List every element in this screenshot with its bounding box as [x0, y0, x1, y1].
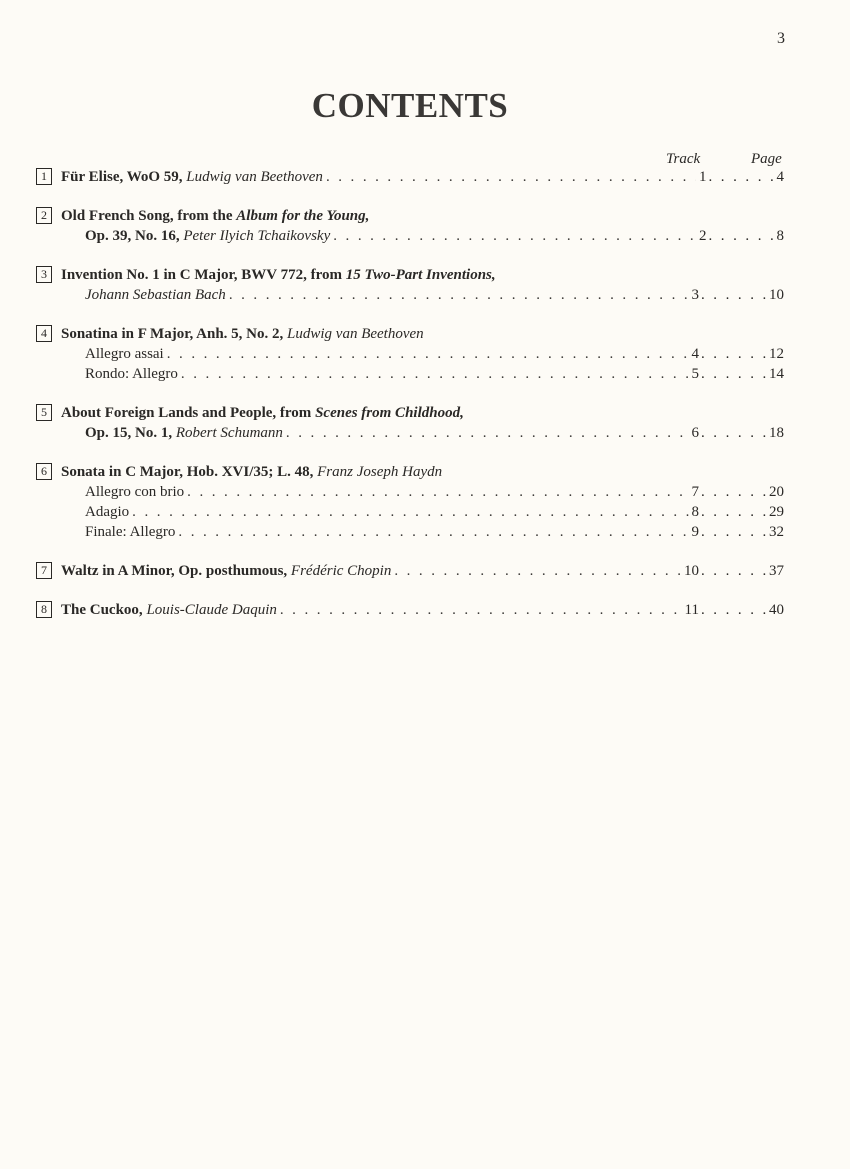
- dot-leader: [701, 561, 767, 581]
- piece-title: Waltz in A Minor, Op. posthumous,: [61, 563, 291, 579]
- piece-title: About Foreign Lands and People, from: [61, 405, 316, 421]
- entry-text: [61, 265, 784, 285]
- track-number: 2: [699, 228, 707, 244]
- entry-number-box: 4: [36, 325, 52, 342]
- piece-title: Sonatina in F Major, Anh. 5, No. 2,: [61, 326, 288, 342]
- piece-title: Invention No. 1 in C Major, BWV 772, from: [61, 267, 346, 283]
- entry-text: [61, 600, 784, 620]
- track-number: 3: [691, 287, 699, 303]
- page-number: 3: [777, 30, 785, 47]
- entry-number-box: 8: [36, 601, 52, 618]
- dot-leader: [394, 561, 681, 581]
- dot-leader: [280, 600, 682, 620]
- entry-text: [85, 423, 784, 443]
- track-number: 1: [699, 169, 707, 185]
- page-number-ref: 20: [769, 484, 784, 500]
- movement-title: Finale: Allegro: [85, 524, 176, 540]
- dot-leader: [229, 285, 689, 305]
- composer-name: Frédéric Chopin: [290, 563, 392, 579]
- page-number-ref: 10: [769, 287, 784, 303]
- entry-text: [61, 462, 784, 482]
- entry-number-box: 5: [36, 404, 52, 421]
- track-number: 4: [691, 346, 699, 362]
- collection-title: Scenes from Childhood,: [315, 405, 464, 421]
- dot-leader: [701, 522, 767, 542]
- piece-title: Old French Song, from the: [61, 208, 237, 224]
- track-number: 5: [691, 366, 699, 382]
- toc-subentry[interactable]: [36, 522, 784, 542]
- page-number-ref: 14: [769, 366, 784, 382]
- toc-subentry[interactable]: [36, 423, 784, 443]
- entry-number-box: 3: [36, 266, 52, 283]
- composer-name: Ludwig van Beethoven: [287, 326, 424, 342]
- track-number: 11: [684, 602, 699, 618]
- dot-leader: [132, 502, 688, 522]
- entry-text: [85, 226, 784, 246]
- dot-leader: [701, 364, 767, 384]
- entry-text: [61, 167, 784, 187]
- dot-leader: [701, 600, 767, 620]
- toc-subentry[interactable]: [36, 502, 784, 522]
- piece-title: Op. 15, No. 1,: [85, 425, 176, 441]
- page-number-ref: 8: [776, 228, 784, 244]
- collection-title: Album for the Young,: [236, 208, 370, 224]
- movement-title: Adagio: [85, 504, 130, 520]
- page-number-ref: 32: [769, 524, 784, 540]
- page-number-ref: 4: [776, 169, 784, 185]
- dot-leader: [178, 522, 688, 542]
- track-number: 8: [691, 504, 699, 520]
- composer-name: Louis-Claude Daquin: [146, 602, 277, 618]
- toc-subentry[interactable]: [36, 344, 784, 364]
- page-number-ref: 37: [769, 563, 784, 579]
- piece-title: Für Elise, WoO 59,: [61, 169, 187, 185]
- entry-text: [61, 561, 784, 581]
- page-title: CONTENTS: [311, 86, 509, 125]
- dot-leader: [181, 364, 689, 384]
- entry-text: [61, 324, 784, 344]
- piece-title: Sonata in C Major, Hob. XVI/35; L. 48,: [61, 464, 318, 480]
- dot-leader: [167, 344, 689, 364]
- toc-subentry[interactable]: [36, 482, 784, 502]
- dot-leader: [701, 285, 767, 305]
- page-column-header: Page: [751, 151, 782, 167]
- dot-leader: [701, 502, 767, 522]
- track-column-header: Track: [666, 151, 701, 167]
- dot-leader: [187, 482, 688, 502]
- entry-number-box: 2: [36, 207, 52, 224]
- toc-entry[interactable]: [36, 403, 784, 423]
- track-number: 7: [691, 484, 699, 500]
- entry-text: [61, 403, 784, 423]
- composer-name: Ludwig van Beethoven: [186, 169, 323, 185]
- movement-title: Allegro con brio: [85, 484, 185, 500]
- composer-name: Peter Ilyich Tchaikovsky: [183, 228, 331, 244]
- toc-entry[interactable]: [36, 462, 784, 482]
- entry-text: [85, 364, 784, 384]
- page-number-ref: 29: [769, 504, 784, 520]
- entry-text: [85, 285, 784, 305]
- piece-title: Op. 39, No. 16,: [85, 228, 184, 244]
- entry-text: [85, 344, 784, 364]
- entry-text: [61, 206, 784, 226]
- dot-leader: [701, 344, 767, 364]
- composer-name: Robert Schumann: [175, 425, 283, 441]
- entry-text: [85, 482, 784, 502]
- movement-title: Allegro assai: [85, 346, 164, 362]
- track-number: 10: [684, 563, 699, 579]
- page-number-ref: 40: [769, 602, 784, 618]
- dot-leader: [709, 167, 775, 187]
- movement-title: Rondo: Allegro: [85, 366, 178, 382]
- toc-subentry[interactable]: [36, 285, 784, 305]
- toc-entry[interactable]: [36, 561, 784, 581]
- page-number-ref: 18: [769, 425, 784, 441]
- page-number-ref: 12: [769, 346, 784, 362]
- collection-title: 15 Two-Part Inventions,: [345, 267, 496, 283]
- entry-text: [85, 522, 784, 542]
- toc-entry[interactable]: [36, 600, 784, 620]
- entry-text: [85, 502, 784, 522]
- toc-entry[interactable]: [36, 265, 784, 285]
- piece-title: The Cuckoo,: [61, 602, 147, 618]
- dot-leader: [326, 167, 696, 187]
- toc-subentry[interactable]: [36, 226, 784, 246]
- composer-name: Franz Joseph Haydn: [317, 464, 443, 480]
- track-number: 6: [691, 425, 699, 441]
- entry-number-box: 6: [36, 463, 52, 480]
- entry-number-box: 7: [36, 562, 52, 579]
- dot-leader: [333, 226, 696, 246]
- toc-subentry[interactable]: [36, 364, 784, 384]
- toc-entry[interactable]: [36, 324, 784, 344]
- toc-entry[interactable]: [36, 167, 784, 187]
- toc-entry[interactable]: [36, 206, 784, 226]
- dot-leader: [701, 423, 767, 443]
- dot-leader: [701, 482, 767, 502]
- dot-leader: [286, 423, 689, 443]
- composer-name: Johann Sebastian Bach: [85, 287, 226, 303]
- dot-leader: [709, 226, 775, 246]
- entry-number-box: 1: [36, 168, 52, 185]
- track-number: 9: [691, 524, 699, 540]
